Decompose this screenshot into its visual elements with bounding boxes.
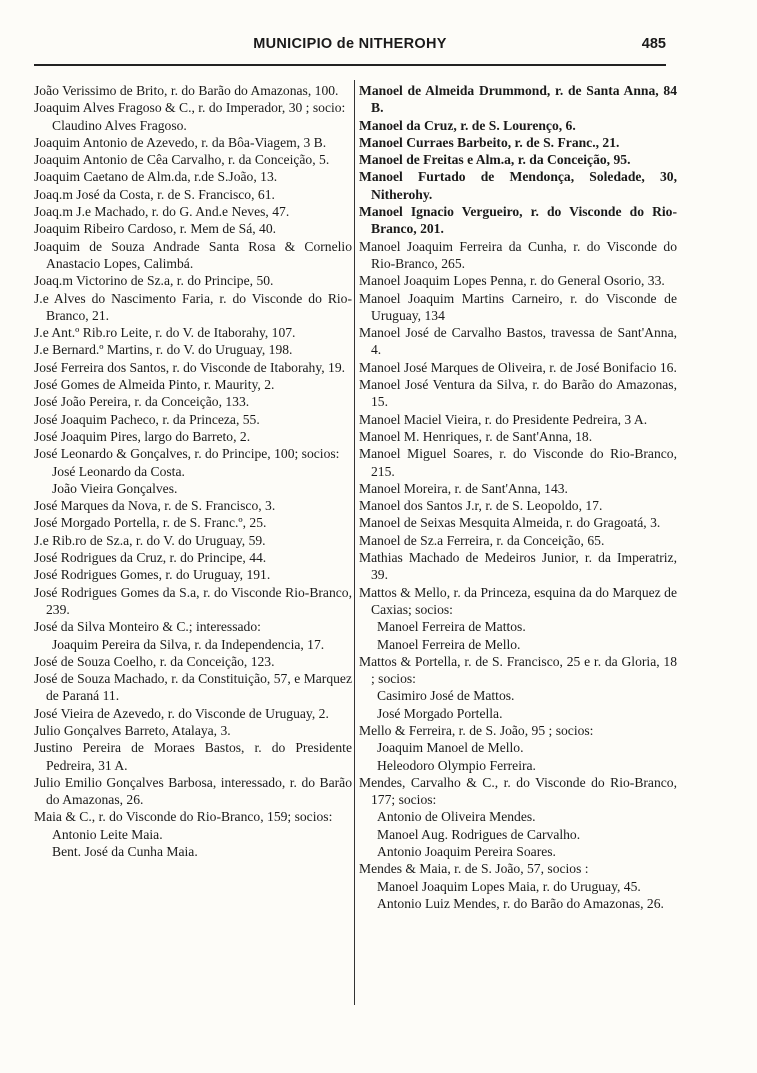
partner-line: Bent. José da Cunha Maia.	[52, 844, 198, 860]
directory-entry: Manoel M. Henriques, r. de Sant'Anna, 18.	[359, 428, 593, 444]
directory-entry: Mathias Machado de Medeiros Junior, r. da Imperatriz, 39.	[359, 550, 677, 583]
directory-entry: Joaquim Alves Fragoso & C., r. do Imperador, 30 ; socio:	[34, 100, 346, 116]
directory-entry: Mendes & Maia, r. de S. João, 57, socios :	[359, 861, 589, 877]
directory-entry: Joaquim Ribeiro Cardoso, r. Mem de Sá, 40.	[34, 221, 277, 237]
directory-entry: Manoel de Almeida Drummond, r. de Santa Anna, 84 B.	[359, 83, 677, 116]
directory-entry: Manoel Joaquim Martins Carneiro, r. do Visconde de Uruguay, 134	[359, 290, 677, 323]
directory-entry: Manoel dos Santos J.r, r. de S. Leopoldo, 17.	[359, 498, 603, 514]
partner-line: Antonio de Oliveira Mendes.	[377, 809, 536, 825]
directory-entry: Joaq.m J.e Machado, r. do G. And.e Neves, 47.	[34, 204, 290, 220]
directory-entry: José Morgado Portella, r. de S. Franc.º, 25.	[34, 515, 267, 531]
directory-entry: José Rodrigues Gomes da S.a, r. do Visconde Rio-Branco, 239.	[34, 584, 352, 617]
directory-entry: Julio Emilio Gonçalves Barbosa, interessado, r. do Barão do Amazonas, 26.	[34, 774, 352, 808]
directory-entry: Manoel Ignacio Vergueiro, r. do Visconde do Rio-Branco, 201.	[359, 204, 677, 237]
directory-entry: José Gomes de Almeida Pinto, r. Maurity, 2.	[34, 377, 275, 393]
page-title: MUNICIPIO de NITHEROHY	[253, 36, 447, 52]
directory-entry: Mendes, Carvalho & C., r. do Visconde do Rio-Branco, 177; socios:	[359, 774, 677, 808]
directory-entry: Joaq.m José da Costa, r. de S. Francisco, 61.	[34, 186, 275, 202]
partner-line: Manoel Joaquim Lopes Maia, r. do Uruguay, 45.	[377, 878, 641, 894]
partner-line: Manoel Aug. Rodrigues de Carvalho.	[377, 826, 581, 842]
partner-line: João Vieira Gonçalves.	[52, 480, 178, 496]
partner-line: Manoel Ferreira de Mello.	[377, 636, 521, 652]
directory-entry: Manoel Joaquim Lopes Penna, r. do General Osorio, 33.	[359, 273, 665, 289]
partner-line: José Leonardo da Costa.	[52, 463, 185, 479]
directory-entry: José João Pereira, r. da Conceição, 133.	[34, 394, 250, 410]
page-number: 485	[641, 36, 666, 52]
directory-entry: Manoel Maciel Vieira, r. do Presidente Pedreira, 3 A.	[359, 411, 648, 427]
directory-entry: J.e Ant.º Rib.ro Leite, r. do V. de Itaborahy, 107.	[34, 325, 296, 341]
partner-line: Casimiro José de Mattos.	[377, 688, 515, 704]
directory-entry: Manoel da Cruz, r. de S. Lourenço, 6.	[359, 117, 576, 133]
directory-entry: Manoel Curraes Barbeito, r. de S. Franc., 21.	[359, 134, 620, 150]
directory-entry: Manoel de Seixas Mesquita Almeida, r. do Gragoatá, 3.	[359, 515, 661, 531]
partner-line: Joaquim Manoel de Mello.	[377, 740, 524, 756]
column-divider	[354, 80, 355, 1005]
partner-line: José Morgado Portella.	[377, 705, 503, 721]
directory-entry: Joaquim de Souza Andrade Santa Rosa & Cornelio Anastacio Lopes, Calimbá.	[34, 238, 352, 271]
directory-entry: Mattos & Portella, r. de S. Francisco, 25 e r. da Gloria, 18 ; socios:	[359, 653, 677, 687]
directory-entry: Joaquim Antonio de Cêa Carvalho, r. da Conceição, 5.	[34, 152, 330, 168]
directory-entry: José Vieira de Azevedo, r. do Visconde de Uruguay, 2.	[34, 705, 329, 721]
directory-entry: José da Silva Monteiro & C.; interessado:	[34, 619, 261, 635]
left-column	[34, 82, 352, 1022]
directory-entry: José Ferreira dos Santos, r. do Visconde de Itaborahy, 19.	[34, 359, 346, 375]
directory-entry: Joaq.m Victorino de Sz.a, r. do Principe, 50.	[34, 273, 274, 289]
directory-entry: Manoel José de Carvalho Bastos, travessa de Sant'Anna, 4.	[359, 325, 677, 358]
directory-entry: Mattos & Mello, r. da Princeza, esquina da do Marquez de Caxias; socios:	[359, 584, 677, 617]
directory-entry: Julio Gonçalves Barreto, Atalaya, 3.	[34, 722, 231, 738]
directory-entry: Manoel de Sz.a Ferreira, r. da Conceição, 65.	[359, 532, 605, 548]
directory-entry: Maia & C., r. do Visconde do Rio-Branco, 159; socios:	[34, 809, 333, 825]
directory-entry: Mello & Ferreira, r. de S. João, 95 ; socios:	[359, 722, 594, 738]
directory-entry: Manoel José Marques de Oliveira, r. de José Bonifacio 16.	[359, 359, 677, 375]
directory-entry: Manoel José Ventura da Silva, r. do Barão do Amazonas, 15.	[359, 377, 677, 410]
partner-line: Heleodoro Olympio Ferreira.	[377, 757, 536, 773]
directory-entry: Manoel Joaquim Ferreira da Cunha, r. do Visconde do Rio-Branco, 265.	[359, 238, 677, 271]
directory-entry: José Marques da Nova, r. de S. Francisco, 3.	[34, 498, 276, 514]
directory-entry: J.e Bernard.º Martins, r. do V. do Uruguay, 198.	[34, 342, 293, 358]
right-column	[359, 82, 677, 1022]
directory-entry: José de Souza Coelho, r. da Conceição, 123.	[34, 653, 275, 669]
directory-entry: Joaquim Antonio de Azevedo, r. da Bôa-Viagem, 3 B.	[34, 134, 327, 150]
partner-line: Antonio Leite Maia.	[52, 826, 163, 842]
partner-line: Joaquim Pereira da Silva, r. da Independencia, 17.	[52, 636, 325, 652]
directory-entry: José Joaquim Pacheco, r. da Princeza, 55.	[34, 411, 260, 427]
directory-entry: José de Souza Machado, r. da Constituição, 57, e Marquez de Paraná 11.	[34, 671, 352, 704]
directory-entry: J.e Alves do Nascimento Faria, r. do Visconde do Rio-Branco, 21.	[34, 290, 352, 323]
header-rule	[34, 64, 666, 66]
partner-line: Antonio Joaquim Pereira Soares.	[377, 844, 556, 860]
directory-entry: Joaquim Caetano de Alm.da, r.de S.João, 13.	[34, 169, 278, 185]
directory-entry: Manoel de Freitas e Alm.a, r. da Conceição, 95.	[359, 152, 631, 168]
partner-line: Antonio Luiz Mendes, r. do Barão do Amazonas, 26.	[377, 895, 664, 911]
partner-line: Manoel Ferreira de Mattos.	[377, 619, 526, 635]
page-header	[30, 36, 670, 60]
directory-entry: Manoel Furtado de Mendonça, Soledade, 30, Nitherohy.	[359, 169, 677, 202]
directory-entry: J.e Rib.ro de Sz.a, r. do V. do Uruguay, 59.	[34, 532, 266, 548]
directory-entry: José Leonardo & Gonçalves, r. do Principe, 100; socios:	[34, 446, 340, 462]
directory-entry: José Joaquim Pires, largo do Barreto, 2.	[34, 428, 251, 444]
directory-entry: Manoel Miguel Soares, r. do Visconde do Rio-Branco, 215.	[359, 446, 677, 479]
directory-entry: Justino Pereira de Moraes Bastos, r. do Presidente Pedreira, 31 A.	[34, 740, 352, 773]
directory-entry: José Rodrigues Gomes, r. do Uruguay, 191.	[34, 567, 271, 583]
directory-entry: Manoel Moreira, r. de Sant'Anna, 143.	[359, 480, 568, 496]
directory-entry: João Verissimo de Brito, r. do Barão do Amazonas, 100.	[34, 83, 339, 98]
partner-line: Claudino Alves Fragoso.	[52, 117, 187, 133]
directory-entry: José Rodrigues da Cruz, r. do Principe, 44.	[34, 550, 267, 566]
